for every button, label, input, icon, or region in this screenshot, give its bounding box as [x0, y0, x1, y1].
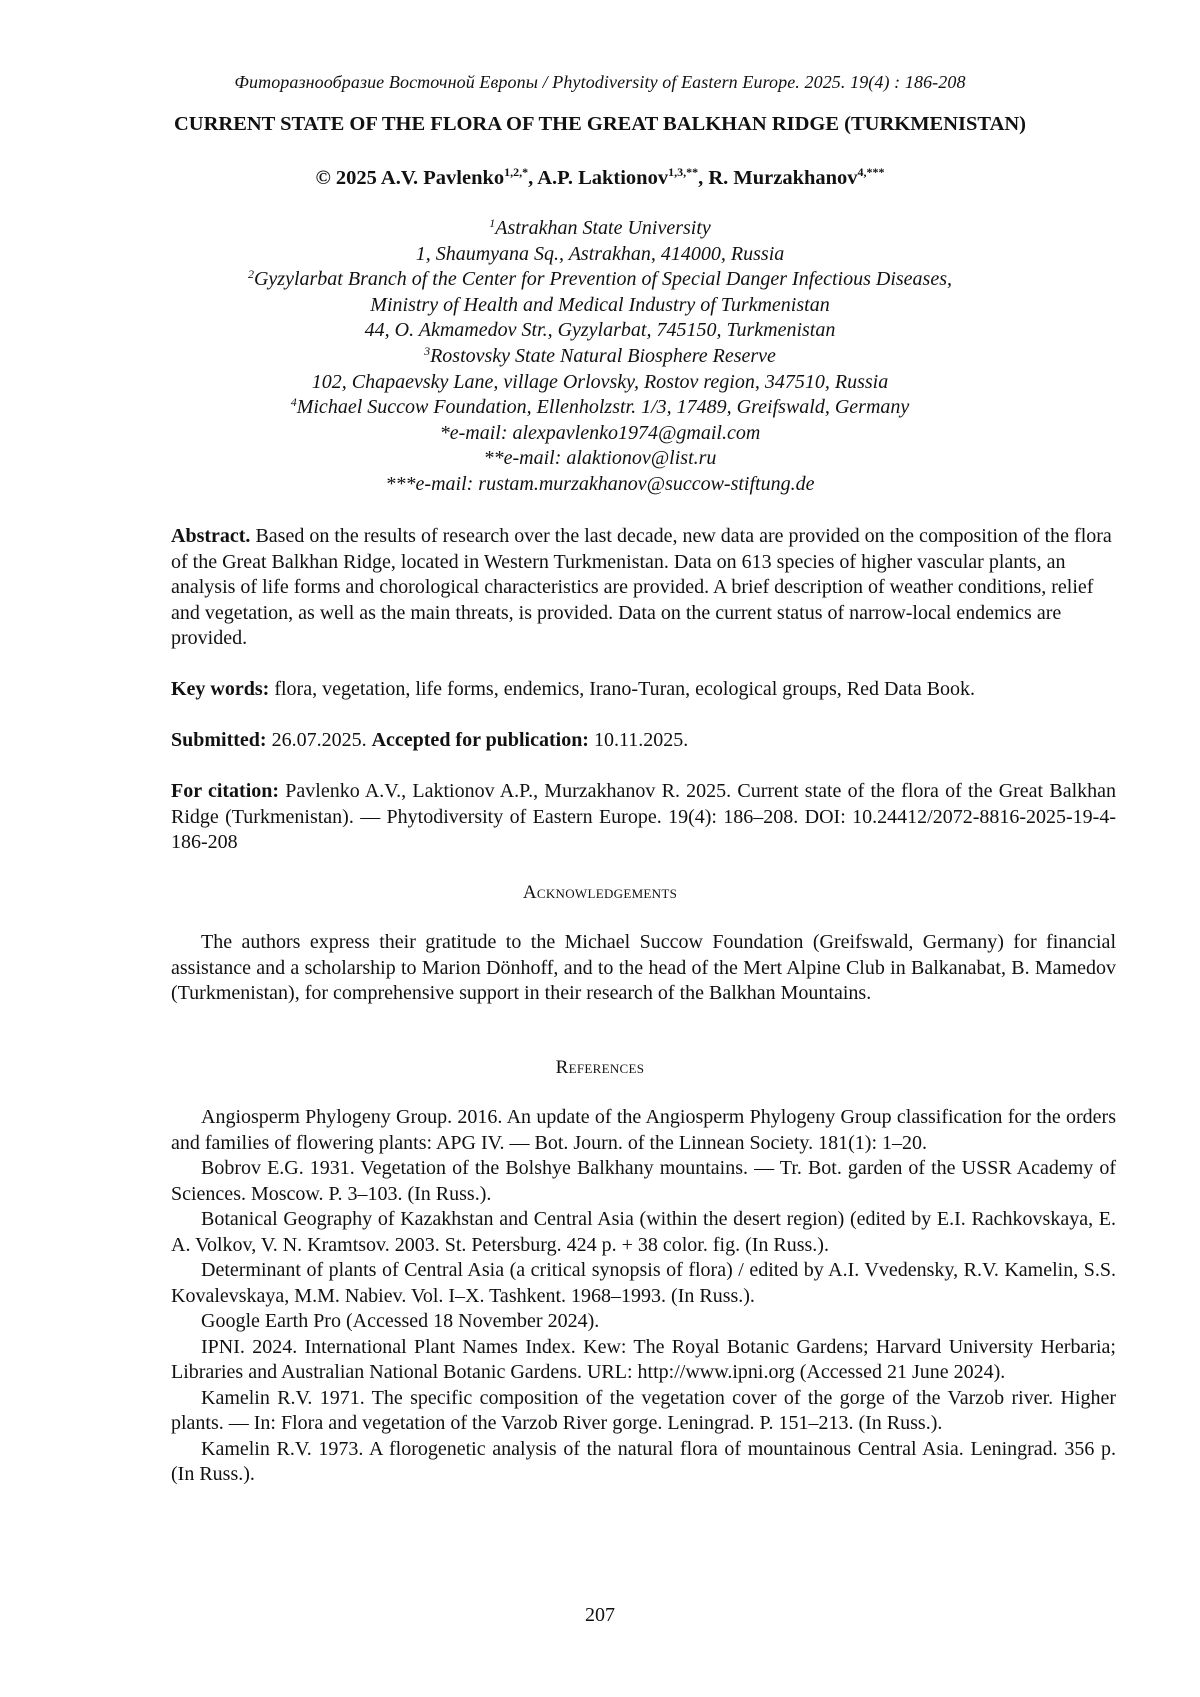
- affiliation-superscript: 1: [489, 216, 496, 230]
- submission-dates: [171, 728, 1116, 754]
- submitted-date: 26.07.2025.: [271, 729, 367, 751]
- affiliation-line: [0, 267, 1200, 293]
- affiliation-line: 1, Shaumyana Sq., Astrakhan, 414000, Russia: [415, 242, 785, 265]
- reference-item: Bobrov E.G. 1931. Vegetation of the Bolshye Balkhany mountains. — Tr. Bot. garden of the USSR Academy of Sciences. Moscow. P. 3–103. (In Russ.).: [171, 1157, 1116, 1205]
- reference-item: Determinant of plants of Central Asia (a critical synopsis of flora) / edited by A.I. Vvedensky, R.V. Kamelin, S.S. Kovalevskaya, M.M. Nabiev. Vol. I–X. Tashkent. 1968–1993. (In Russ.).: [171, 1259, 1116, 1307]
- affiliation-text: Rostovsky State Natural Biosphere Reserve: [430, 344, 776, 367]
- abstract-label: Abstract.: [171, 525, 251, 547]
- reference-item: IPNI. 2024. International Plant Names Index. Kew: The Royal Botanic Gardens; Harvard University Herbaria; Libraries and Australian National Botanic Gardens. URL: http://www.ipni.org (Accessed 21 June 2024).: [171, 1335, 1116, 1383]
- running-head: Фиторазнообразие Восточной Европы / Phytodiversity of Eastern Europe. 2025. 19(4) : 186-208: [234, 72, 966, 92]
- author-name: A.V. Pavlenko: [380, 167, 505, 189]
- reference-item: Google Earth Pro (Accessed 18 November 2024).: [201, 1310, 600, 1332]
- citation: [171, 779, 1116, 856]
- abstract: [171, 524, 1116, 652]
- reference-item: Kamelin R.V. 1973. A florogenetic analysis of the natural flora of mountainous Central Asia. Leningrad. 356 p. (In Russ.).: [171, 1437, 1116, 1485]
- submitted-label: Submitted:: [171, 729, 267, 751]
- affiliation-line: [0, 395, 1200, 421]
- affiliation-line: [0, 216, 1200, 242]
- reference-item: Kamelin R.V. 1971. The specific composition of the vegetation cover of the gorge of the Varzob river. Higher plants. — In: Flora and vegetation of the Varzob River gorge. Leningrad. P. 151–213. (In Russ.).: [171, 1386, 1116, 1434]
- affiliation-text: Gyzylarbat Branch of the Center for Prevention of Special Danger Infectious Diseases,: [253, 268, 953, 291]
- author-line: © 2025 A.V. Pavlenko$^{1,2,*}$, A.P. Laktionov$^{1,3,**}$, R. Murzakhanov$^{4,***}$: [315, 165, 885, 189]
- affiliation-line: 102, Chapaevsky Lane, village Orlovsky, Rostov region, 347510, Russia: [311, 370, 889, 393]
- author-name: R. Murzakhanov: [708, 167, 858, 189]
- author-name: A.P. Laktionov: [537, 167, 669, 189]
- affiliation-superscript: 2: [247, 267, 254, 282]
- affiliation-superscript: 3: [424, 343, 431, 358]
- email-line: *e-mail: alexpavlenko1974@gmail.com: [439, 421, 761, 444]
- affiliation-line: Ministry of Health and Medical Industry of Turkmenistan: [370, 293, 830, 316]
- author-superscript: 1,2,*: [504, 165, 529, 179]
- affiliation-text: Michael Succow Foundation, Ellenholzstr. 1/3, 17489, Greifswald, Germany: [296, 396, 910, 419]
- page-number: 207: [585, 1604, 615, 1626]
- accepted-label: Accepted for publication:: [371, 729, 589, 751]
- affiliation-superscript: 4: [290, 395, 297, 410]
- email-line: **e-mail: alaktionov@list.ru: [483, 447, 717, 470]
- article-title: CURRENT STATE OF THE FLORA OF THE GREAT BALKHAN RIDGE (TURKMENISTAN): [173, 113, 1027, 135]
- affiliation-line: 44, O. Akmamedov Str., Gyzylarbat, 745150, Turkmenistan: [364, 319, 836, 342]
- email-line: ***e-mail: rustam.murzakhanov@succow-stiftung.de: [385, 472, 815, 495]
- affiliations: [0, 216, 1200, 498]
- affiliation-text: Astrakhan State University: [495, 217, 711, 239]
- copyright: © 2025: [315, 167, 377, 189]
- keywords-label: Key words:: [171, 678, 270, 700]
- citation-text: Pavlenko A.V., Laktionov A.P., Murzakhanov R. 2025. Current state of the flora of the Great Balkhan Ridge (Turkmenistan). — Phytodiversity of Eastern Europe. 19(4): 186–208. DOI: 10.24412/2072-8816-2025-19-4-186-208: [171, 780, 1116, 853]
- reference-item: Botanical Geography of Kazakhstan and Central Asia (within the desert region) (edited by E.I. Rachkovskaya, E. A. Volkov, V. N. Kramtsov. 2003. St. Petersburg. 424 p. + 38 color. fig. (In Russ.).: [171, 1208, 1116, 1256]
- author-superscript: 1,3,**: [668, 165, 699, 179]
- acknowledgements-text: The authors express their gratitude to the Michael Succow Foundation (Greifswald, Germany) for financial assistance and a scholarship to Marion Dönhoff, and to the head of the Mert Alpine Club in Balkanabat, B. Mamedov (Turkmenistan), for comprehensive support in their research of the Balkhan Mountains.: [171, 931, 1116, 1004]
- affiliation-line: [0, 344, 1200, 370]
- accepted-date: 10.11.2025.: [593, 729, 689, 751]
- abstract-text: Based on the results of research over the last decade, new data are provided on the composition of the flora of the Great Balkhan Ridge, located in Western Turkmenistan. Data on 613 species of higher vascular plants, an analysis of life forms and chorological characteristics are provided. A brief description of weather conditions, relief and vegetation, as well as the main threats, is provided. Data on the current status of narrow-local endemics are provided.: [171, 525, 1112, 649]
- citation-label: For citation:: [171, 780, 280, 802]
- keywords-text: flora, vegetation, life forms, endemics, Irano-Turan, ecological groups, Red Data Book.: [274, 678, 976, 700]
- references-heading: References: [555, 1057, 645, 1078]
- reference-item: Angiosperm Phylogeny Group. 2016. An update of the Angiosperm Phylogeny Group classification for the orders and families of flowering plants: APG IV. — Bot. Journ. of the Linnean Society. 181(1): 1–20.: [171, 1106, 1116, 1154]
- author-superscript: 4,***: [857, 165, 885, 179]
- keywords: [171, 677, 1116, 703]
- reference-list: [171, 1105, 1116, 1488]
- acknowledgements-heading: Acknowledgements: [522, 882, 678, 903]
